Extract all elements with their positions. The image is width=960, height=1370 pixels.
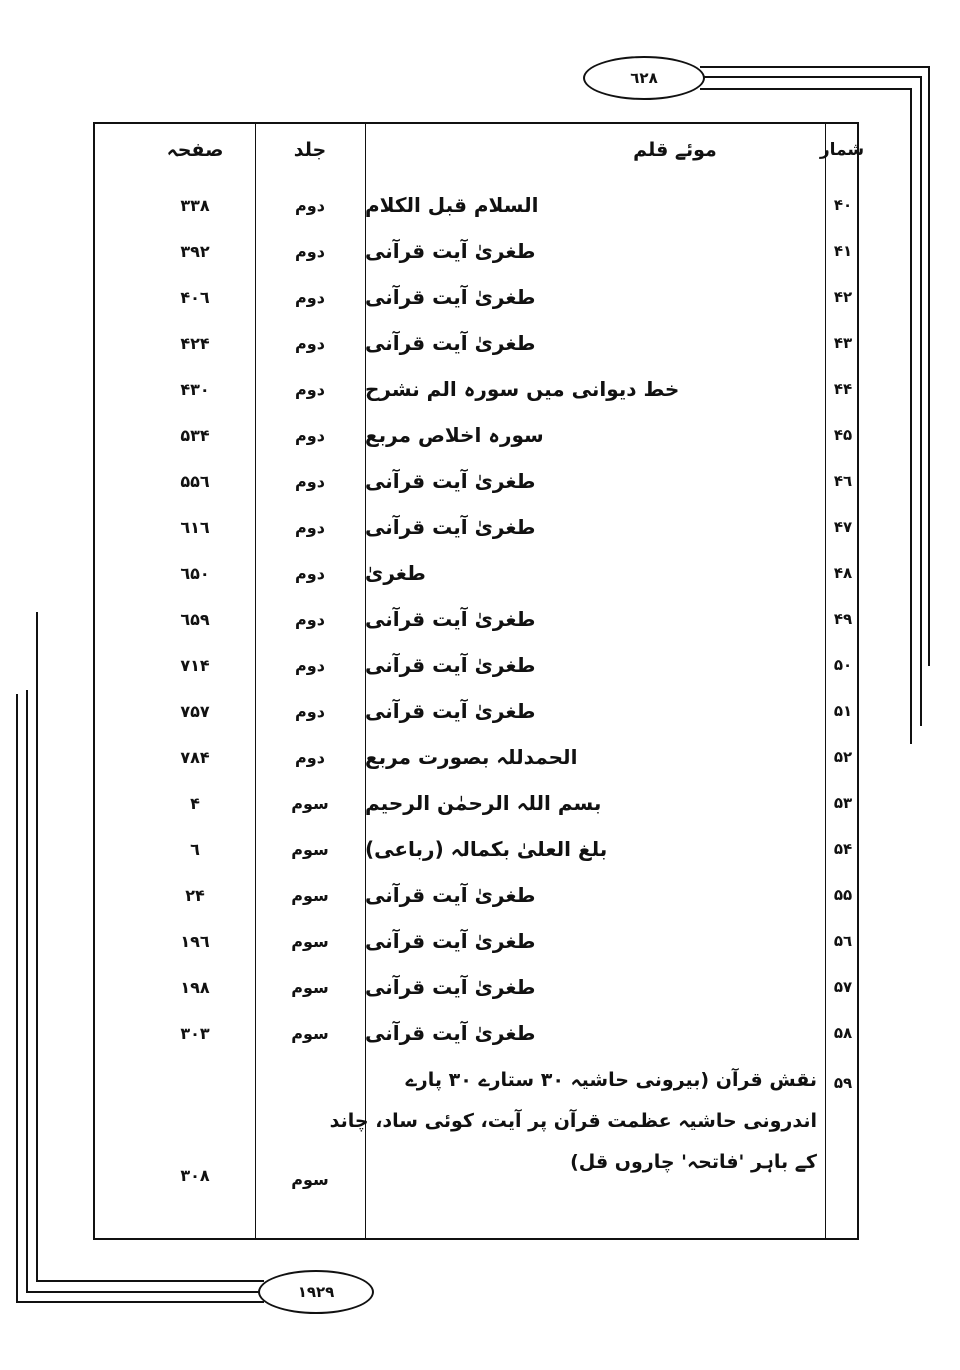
row-serial: ۵۳ [833, 794, 853, 812]
row-volume: دوم [295, 517, 325, 537]
row-subject: طغریٰ آیت قرآنی [365, 929, 536, 953]
row-page: ٦١٦ [180, 517, 210, 537]
row-subject: السلام قبل الکلام [365, 193, 539, 217]
table-row [95, 780, 857, 826]
row-volume: دوم [295, 333, 325, 353]
row-page: ٢۴ [185, 885, 205, 905]
row-volume: دوم [295, 655, 325, 675]
row-subject: طغریٰ آیت قرآنی [365, 469, 536, 493]
row-subject: طغریٰ آیت قرآنی [365, 699, 536, 723]
subject-line: اندرونی حاشیہ عظمت قرآن پر آیت، کوئی ساد، چاند [329, 1110, 817, 1132]
row-subject: طغریٰ آیت قرآنی [365, 515, 536, 539]
header-page: صفحہ [166, 139, 224, 161]
row-subject: طغریٰ آیت قرآنی [365, 653, 536, 677]
table-header [95, 124, 865, 174]
table-row [95, 918, 857, 964]
row-page: ٦۵٩ [180, 609, 210, 629]
row-serial: ۵٩ [833, 1074, 853, 1092]
row-page: ۴ [190, 793, 200, 813]
border-rail [26, 1291, 262, 1293]
row-subject: طغریٰ آیت قرآنی [365, 331, 536, 355]
border-rail [700, 66, 930, 68]
border-rail [36, 1280, 264, 1282]
row-serial: ۵۵ [833, 886, 853, 904]
table-row [95, 228, 857, 274]
row-page: ١٩٦ [180, 931, 210, 951]
row-page: ۷١۴ [180, 655, 210, 675]
row-page: ۷۵۷ [180, 701, 210, 721]
border-rail [16, 694, 18, 1303]
row-serial: ۴۲ [833, 288, 853, 306]
row-serial: ۴۰ [833, 196, 853, 214]
index-table [93, 122, 865, 1240]
table-row [95, 550, 857, 596]
row-serial: ۵۰ [833, 656, 853, 674]
row-subject: خط دیوانی میں سورہ الم نشرح [365, 377, 680, 401]
row-subject: طغریٰ [365, 561, 426, 585]
row-serial: ۴۵ [833, 426, 853, 444]
border-rail [910, 88, 912, 744]
table-row [95, 1010, 857, 1056]
row-subject: سورہ اخلاص مربع [365, 423, 544, 447]
table-row [95, 182, 857, 228]
row-volume: سوم [291, 977, 329, 997]
row-page: ١٩٨ [180, 977, 210, 997]
row-volume: دوم [295, 241, 325, 261]
border-rail [928, 66, 930, 666]
row-serial: ۵۲ [833, 748, 853, 766]
row-page: ۷٨۴ [180, 747, 210, 767]
row-page: ۴٠٦ [180, 287, 210, 307]
row-serial: ۴۴ [833, 380, 853, 398]
page-number-top-text: ٦٢٨ [630, 69, 658, 87]
table-row [95, 642, 857, 688]
row-subject: بلغ العلیٰ بکمالہ (رباعی) [365, 837, 608, 861]
table-row [95, 596, 857, 642]
border-rail [700, 88, 912, 90]
row-volume: دوم [295, 425, 325, 445]
row-page: ۵٣۴ [180, 425, 210, 445]
table-row [95, 504, 857, 550]
border-rail [702, 76, 922, 78]
border-rail [16, 1301, 264, 1303]
row-volume: دوم [295, 287, 325, 307]
row-page: ٣٠٨ [180, 1165, 210, 1185]
row-serial: ۵۷ [833, 978, 853, 996]
row-serial: ۴٦ [833, 472, 853, 490]
row-serial: ۴۷ [833, 518, 853, 536]
table-row [95, 274, 857, 320]
row-page: ٣٩٢ [180, 241, 210, 261]
row-volume: سوم [291, 839, 329, 859]
row-volume: سوم [291, 1023, 329, 1043]
row-serial: ۵۱ [833, 702, 853, 720]
table-row [95, 872, 857, 918]
table-row [95, 734, 857, 780]
table-row [95, 688, 857, 734]
row-page: ۵۵٦ [180, 471, 210, 491]
row-volume: سوم [291, 793, 329, 813]
row-volume: سوم [291, 885, 329, 905]
row-page: ٣٠٣ [180, 1023, 210, 1043]
row-volume: دوم [295, 379, 325, 399]
row-volume: دوم [295, 563, 325, 583]
row-page: ٦ [190, 839, 200, 859]
row-subject: طغریٰ آیت قرآنی [365, 607, 536, 631]
row-subject: بسم اللہ الرحمٰن الرحیم [365, 791, 602, 815]
page-number-top [583, 56, 705, 100]
subject-line: کے باہر 'فاتحہ' چاروں قل) [570, 1151, 817, 1173]
table-row [95, 458, 857, 504]
row-volume: دوم [295, 609, 325, 629]
header-volume: جلد [293, 139, 327, 161]
page-number-bottom [258, 1270, 374, 1314]
row-serial: ۴۸ [833, 564, 853, 582]
table-row [95, 412, 857, 458]
subject-line: نقش قرآن (بیرونی حاشیہ ۳۰ ستارے ۳۰ پارے [405, 1069, 817, 1091]
row-subject: طغریٰ آیت قرآنی [365, 975, 536, 999]
border-rail [26, 690, 28, 1293]
row-page: ٦۵٠ [180, 563, 210, 583]
row-serial: ۴۳ [833, 334, 853, 352]
row-volume: دوم [295, 471, 325, 491]
row-subject: طغریٰ آیت قرآنی [365, 883, 536, 907]
header-serial: شمار [819, 140, 865, 160]
row-page: ٣٣٨ [180, 195, 210, 215]
border-rail [36, 612, 38, 1282]
row-serial: ۵٦ [833, 932, 853, 950]
table-row [95, 826, 857, 872]
table-row [95, 366, 857, 412]
row-volume: دوم [295, 701, 325, 721]
table-row-multiline [95, 1060, 857, 1200]
page-number-bottom-text: ١٩٢٩ [297, 1283, 335, 1301]
row-subject: طغریٰ آیت قرآنی [365, 1021, 536, 1045]
row-volume: دوم [295, 747, 325, 767]
row-serial: ۴۱ [833, 242, 853, 260]
row-subject: طغریٰ آیت قرآنی [365, 239, 536, 263]
table-row [95, 964, 857, 1010]
row-subject: طغریٰ آیت قرآنی [365, 285, 536, 309]
header-subject: موئے قلم [633, 139, 717, 161]
row-volume: سوم [291, 931, 329, 951]
row-volume: دوم [295, 195, 325, 215]
row-serial: ۵۴ [833, 840, 853, 858]
row-volume: سوم [291, 1169, 329, 1189]
row-subject: الحمدللہ بصورت مربع [365, 745, 578, 769]
row-serial: ۵٨ [833, 1024, 853, 1042]
border-rail [920, 76, 922, 726]
row-subject [329, 1060, 817, 1183]
row-page: ۴٣٠ [180, 379, 210, 399]
table-row [95, 320, 857, 366]
row-page: ۴٢۴ [180, 333, 210, 353]
row-serial: ۴۹ [833, 610, 853, 628]
